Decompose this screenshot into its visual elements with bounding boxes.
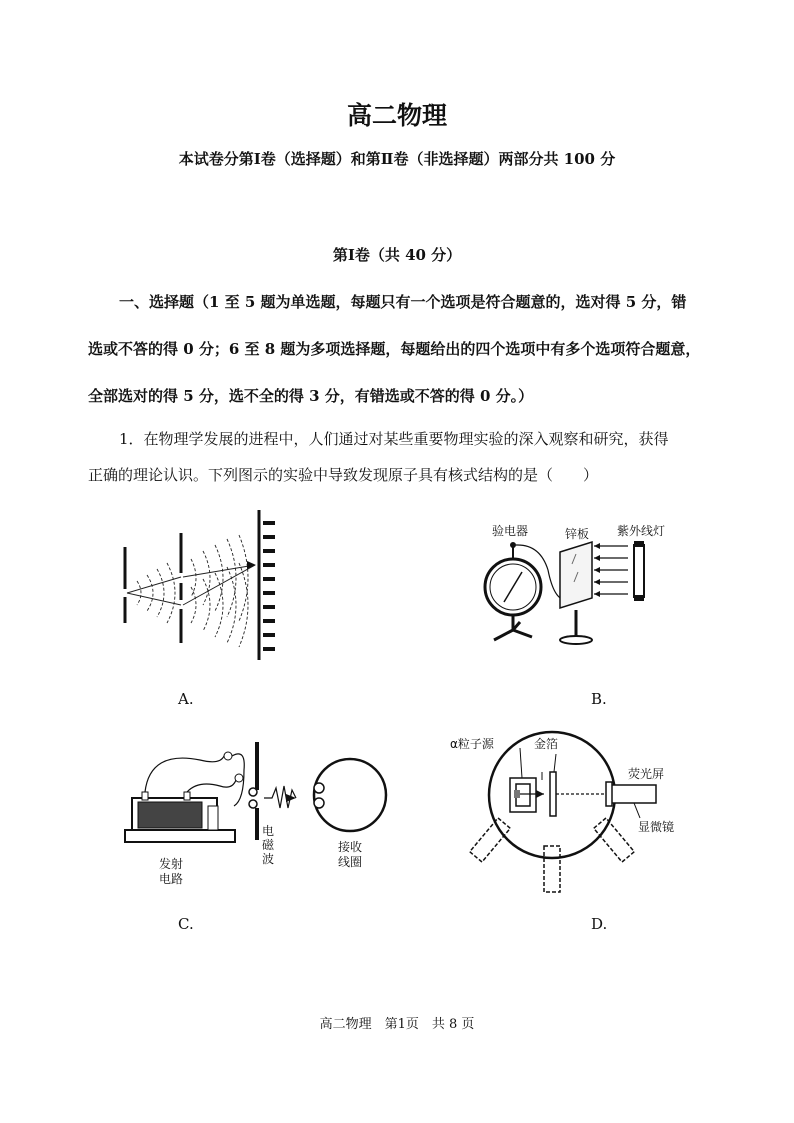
- uv-lamp-label: 紫外线灯: [617, 524, 666, 538]
- option-c-label: C.: [178, 915, 194, 933]
- page-title: 高二物理: [346, 101, 447, 130]
- transmitter-label-line-1: 发射: [159, 857, 184, 871]
- wave-label-line-2: 磁: [262, 838, 275, 852]
- alpha-source-label: α粒子源: [450, 737, 494, 751]
- page-footer: 高二物理 第1页 共 8 页: [319, 1017, 475, 1032]
- instructions-line-3: 全部选对的得 5 分，选不全的得 3 分，有错选或不答的得 0 分。）: [88, 387, 534, 405]
- section-title: 第Ⅰ卷（共 40 分）: [332, 246, 462, 264]
- double-slit-figure: [115, 505, 285, 665]
- option-b-label: B.: [591, 690, 607, 708]
- question-1-line-2: 正确的理论认识。下列图示的实验中导致发现原子具有核式结构的是（ ）: [88, 466, 599, 484]
- screen-label: 荧光屏: [628, 767, 665, 781]
- wave-label-line-3: 波: [262, 852, 275, 866]
- exam-subtitle: 本试卷分第Ⅰ卷（选择题）和第Ⅱ卷（非选择题）两部分共 100 分: [178, 150, 616, 168]
- electroscope-label: 验电器: [492, 524, 529, 538]
- question-1-line-1: 1．在物理学发展的进程中，人们通过对某些重要物理实验的深入观察和研究，获得: [119, 430, 669, 448]
- receiver-label-line-2: 线圈: [338, 855, 363, 869]
- option-d-label: D.: [591, 915, 608, 933]
- gold-foil-label: 金箔: [534, 737, 559, 751]
- wave-label-line-1: 电: [262, 824, 275, 838]
- instructions-line-1: 一、选择题（1 至 5 题为单选题，每题只有一个选项是符合题意的，选对得 5 分，错: [119, 293, 687, 311]
- receiver-label-line-1: 接收: [338, 840, 363, 854]
- zinc-plate-label: 锌板: [565, 527, 590, 541]
- microscope-label: 显微镜: [638, 820, 675, 834]
- option-a-label: A.: [178, 690, 194, 708]
- photoelectric-figure: [480, 540, 680, 655]
- instructions-line-2: 选或不答的得 0 分；6 至 8 题为多项选择题，每题给出的四个选项中有多个选项符合题意，: [88, 340, 701, 358]
- transmitter-label-line-2: 电路: [159, 872, 184, 886]
